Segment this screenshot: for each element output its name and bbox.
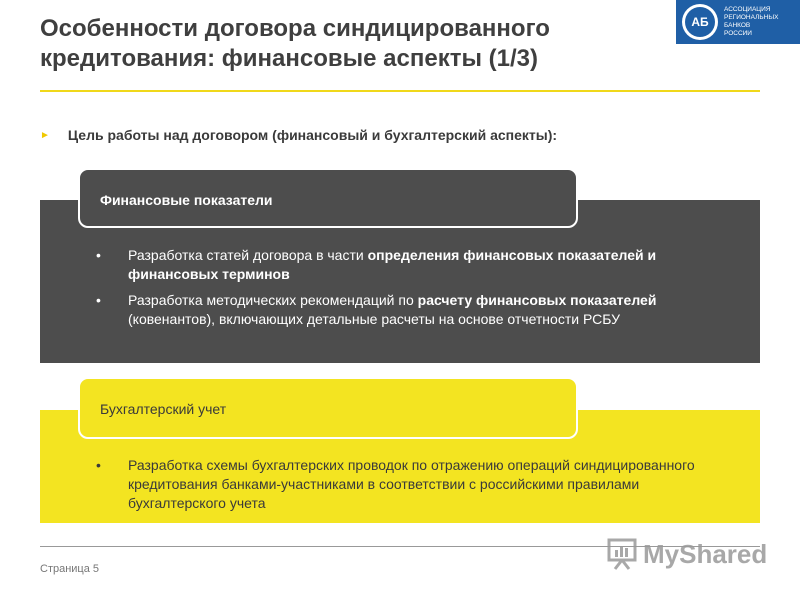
list-item: • Разработка схемы бухгалтерских проводок по отражению операций синдицированного кредитования банками-участниками в соответствии с российскими правилами бухгалтерского учета bbox=[96, 456, 696, 513]
goal-line bbox=[40, 127, 557, 143]
title-divider bbox=[40, 90, 760, 92]
page-number: Страница 5 bbox=[40, 563, 100, 575]
list-item: • Разработка методических рекомендаций по расчету финансовых показателей (ковенантов), включающих детальные расчеты на основе отчетности РСБУ bbox=[96, 291, 696, 329]
financial-bullet-list bbox=[96, 246, 696, 336]
association-logo bbox=[676, 0, 800, 44]
presentation-board-icon bbox=[607, 538, 637, 570]
financial-heading: Финансовые показатели bbox=[100, 192, 273, 208]
list-item: • Разработка статей договора в части определения финансовых показателей и финансовых терминов bbox=[96, 246, 696, 284]
bullet-arrow-icon: ► bbox=[40, 129, 50, 141]
accounting-bullet-list bbox=[96, 456, 696, 520]
goal-text: Цель работы над договором (финансовый и бухгалтерский аспекты): bbox=[67, 127, 558, 143]
bank-emblem-icon bbox=[682, 4, 718, 40]
emblem-text: АБ bbox=[685, 7, 715, 37]
financial-section-tab bbox=[78, 168, 578, 228]
page-title: Особенности договора синдицированного кредитования: финансовые аспекты (1/3) bbox=[40, 15, 550, 72]
logo-text: АССОЦИАЦИЯ РЕГИОНАЛЬНЫХ БАНКОВ РОССИИ bbox=[724, 6, 779, 37]
watermark-text: MyShared bbox=[643, 538, 768, 569]
accounting-section-tab bbox=[78, 377, 578, 439]
accounting-heading: Бухгалтерский учет bbox=[100, 401, 227, 417]
watermark bbox=[607, 538, 767, 570]
